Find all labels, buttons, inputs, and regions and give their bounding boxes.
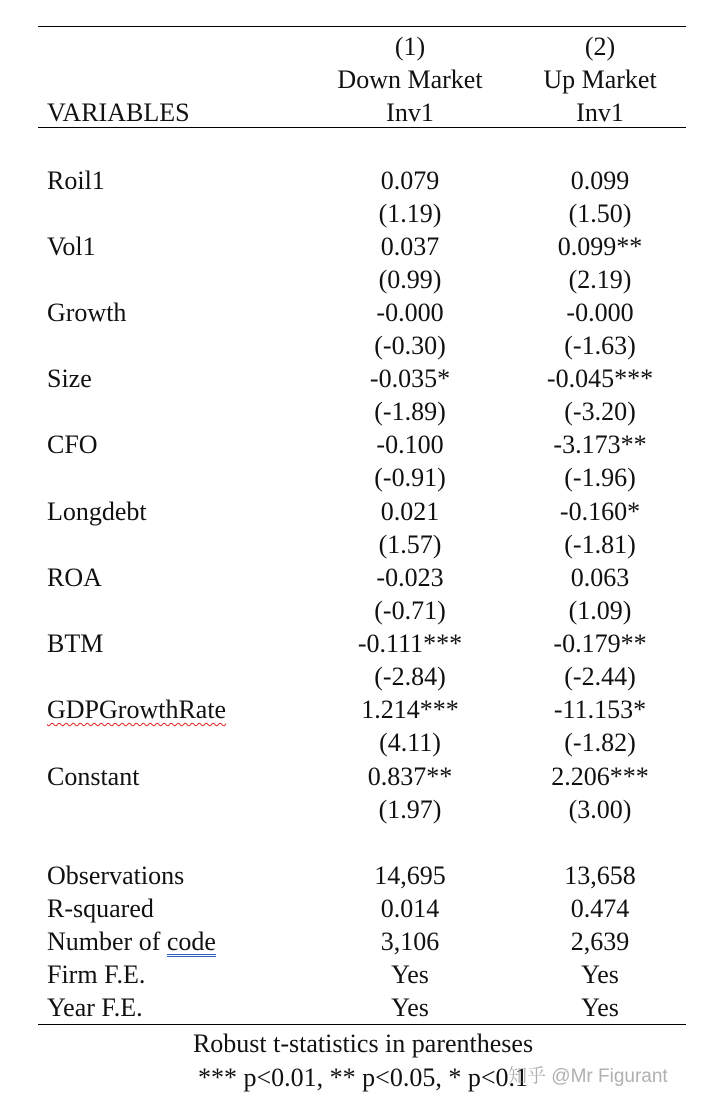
stat-col2: 13,658 — [564, 861, 636, 890]
tstat-col2: (1.50) — [568, 199, 632, 228]
coefficient-col1: 0.021 — [380, 497, 440, 526]
tstat-col2: (1.09) — [568, 596, 632, 625]
stat-col1: 3,106 — [380, 927, 440, 956]
stat-col1: Yes — [391, 960, 429, 989]
coefficient-col2: -0.045*** — [546, 364, 654, 393]
coefficient-col2: -0.179** — [553, 629, 647, 658]
stat-label: Year F.E. — [47, 993, 143, 1022]
tstat-col1: (-0.71) — [374, 596, 446, 625]
tstat-col2: (-1.82) — [564, 728, 636, 757]
coefficient-col2: -11.153* — [553, 695, 647, 724]
tstat-col2: (-2.44) — [564, 662, 636, 691]
coefficient-col1: 0.079 — [380, 166, 440, 195]
variables-header: VARIABLES — [47, 98, 190, 127]
stat-col2: 2,639 — [570, 927, 630, 956]
stat-col1: Yes — [391, 993, 429, 1022]
tstat-col1: (-1.89) — [374, 397, 446, 426]
coefficient-col2: -3.173** — [553, 430, 647, 459]
row-label: Longdebt — [47, 497, 147, 526]
stat-label: Observations — [47, 861, 185, 890]
tstat-col1: (-0.91) — [374, 463, 446, 492]
tstat-col2: (3.00) — [568, 795, 632, 824]
stat-label-prefix: Number of — [47, 927, 167, 956]
bottom-rule — [38, 1024, 686, 1025]
tstat-col1: (-0.30) — [374, 331, 446, 360]
column-2-dependent-variable: Inv1 — [576, 98, 624, 127]
header-rule — [38, 127, 686, 128]
row-label: Constant — [47, 762, 140, 791]
top-rule — [38, 26, 686, 27]
tstat-col1: (1.19) — [378, 199, 442, 228]
row-label: CFO — [47, 430, 98, 459]
column-1-name: Down Market — [337, 65, 483, 94]
stat-label: Firm F.E. — [47, 960, 146, 989]
tstat-col1: (0.99) — [378, 265, 442, 294]
coefficient-col1: -0.000 — [376, 298, 444, 327]
coefficient-col2: -0.000 — [566, 298, 634, 327]
row-label: Roil1 — [47, 166, 105, 195]
stat-col1: 14,695 — [374, 861, 446, 890]
row-label: Size — [47, 364, 92, 393]
watermark: 知乎 @Mr Figurant — [508, 1066, 668, 1087]
coefficient-col1: -0.035* — [369, 364, 451, 393]
tstat-col1: (-2.84) — [374, 662, 446, 691]
coefficient-col1: -0.111*** — [357, 629, 463, 658]
stat-label: R-squared — [47, 894, 154, 923]
spellcheck-flagged-label[interactable]: GDPGrowthRate — [47, 695, 227, 724]
column-2-name: Up Market — [543, 65, 657, 94]
column-2-number: (2) — [584, 32, 616, 61]
coefficient-col2: 2.206*** — [551, 762, 649, 791]
row-label — [47, 693, 226, 726]
column-1-number: (1) — [394, 32, 426, 61]
tstat-col2: (-3.20) — [564, 397, 636, 426]
coefficient-col1: 1.214*** — [361, 695, 459, 724]
coefficient-col2: 0.063 — [570, 563, 630, 592]
tstat-col2: (-1.81) — [564, 530, 636, 559]
coefficient-col2: 0.099** — [557, 232, 643, 261]
row-label: Vol1 — [47, 232, 96, 261]
row-label: Growth — [47, 298, 127, 327]
coefficient-col1: 0.037 — [380, 232, 440, 261]
coefficient-col2: 0.099 — [570, 166, 630, 195]
tstat-col2: (2.19) — [568, 265, 632, 294]
column-1-dependent-variable: Inv1 — [386, 98, 434, 127]
code-link[interactable]: code — [166, 927, 216, 956]
stat-label — [47, 925, 216, 958]
tstat-col1: (4.11) — [379, 728, 441, 757]
stat-col2: Yes — [581, 993, 619, 1022]
coefficient-col2: -0.160* — [559, 497, 641, 526]
table-note-line-1: Robust t-statistics in parentheses — [192, 1029, 534, 1058]
tstat-col1: (1.97) — [378, 795, 442, 824]
coefficient-col1: -0.100 — [376, 430, 444, 459]
table-note-line-2: *** p<0.01, ** p<0.05, * p<0.1 — [198, 1063, 528, 1092]
stat-col1: 0.014 — [380, 894, 440, 923]
coefficient-col1: 0.837** — [367, 762, 453, 791]
tstat-col1: (1.57) — [378, 530, 442, 559]
tstat-col2: (-1.63) — [564, 331, 636, 360]
row-label: BTM — [47, 629, 104, 658]
stat-col2: Yes — [581, 960, 619, 989]
coefficient-col1: -0.023 — [376, 563, 444, 592]
tstat-col2: (-1.96) — [564, 463, 636, 492]
row-label: ROA — [47, 563, 102, 592]
stat-col2: 0.474 — [570, 894, 630, 923]
